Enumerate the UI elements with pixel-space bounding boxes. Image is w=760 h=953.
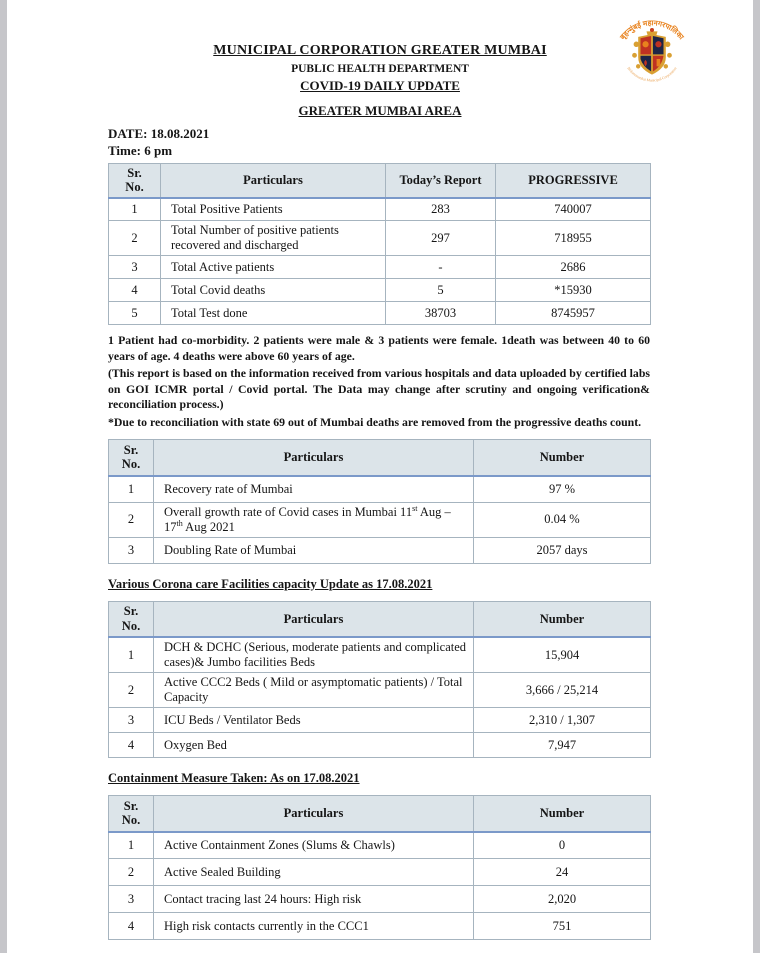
right-gutter [753,0,760,953]
table-header-row [109,163,651,197]
table-row [109,708,651,733]
particulars-text-fragment: Aug 2021 [182,519,235,534]
column-header-particulars: Particulars [154,601,474,637]
number-cell: 7,947 [474,733,651,758]
number-cell: 2,310 / 1,307 [474,708,651,733]
column-header-progressive: PROGRESSIVE [496,163,651,197]
sr-header-line2: No. [121,618,141,633]
table-row [109,221,651,256]
particulars-cell: Recovery rate of Mumbai [154,476,474,502]
table-header-row [109,796,651,832]
area-title: GREATER MUMBAI AREA [298,103,462,119]
column-header-number: Number [474,796,651,832]
column-header-number: Number [474,439,651,476]
department-title: PUBLIC HEALTH DEPARTMENT [291,62,469,75]
table-row [109,913,651,940]
table-row [109,302,651,325]
table-row [109,886,651,913]
sr-cell: 4 [109,279,161,302]
column-header-sr [109,163,161,197]
superscript-st: st [412,503,418,513]
footnote-reconciliation: *Due to reconciliation with state 69 out of Mumbai deaths are removed from the progressive deaths count. [108,414,642,429]
report-date: DATE: 18.08.2021 [108,126,210,142]
facilities-section-heading: Various Corona care Facilities capacity Update as 17.08.2021 [108,576,433,591]
containment-section-heading: Containment Measure Taken: As on 17.08.2021 [108,771,360,785]
column-header-particulars: Particulars [154,796,474,832]
table-header-row [109,601,651,637]
containment-table [108,795,651,940]
particulars-cell: Total Number of positive patients recovered and discharged [161,221,386,256]
particulars-cell: Active Containment Zones (Slums & Chawls) [154,832,474,859]
particulars-cell: Active CCC2 Beds ( Mild or asymptomatic patients) / Total Capacity [154,673,474,708]
particulars-text-fragment: Aug – 17 [164,504,451,534]
table-row [109,198,651,221]
sr-cell: 1 [109,637,154,673]
progressive-cell: 740007 [496,198,651,221]
facilities-table [108,601,651,759]
progressive-cell: 718955 [496,221,651,256]
number-cell: 3,666 / 25,214 [474,673,651,708]
sr-header-line1: Sr. [127,165,142,180]
sr-cell: 4 [109,913,154,940]
table-row [109,256,651,279]
number-cell: 2,020 [474,886,651,913]
sr-cell: 2 [109,859,154,886]
table-row [109,859,651,886]
particulars-cell: Total Covid deaths [161,279,386,302]
sr-cell: 3 [109,537,154,563]
table-row [109,502,651,537]
number-cell: 97 % [474,476,651,502]
sr-cell: 1 [109,198,161,221]
column-header-sr [109,439,154,476]
left-gutter [0,0,7,953]
sr-header-line1: Sr. [123,604,139,619]
sr-cell: 1 [109,832,154,859]
report-title: COVID-19 DAILY UPDATE [300,77,460,93]
org-title: MUNICIPAL CORPORATION GREATER MUMBAI [213,43,547,58]
today-cell: - [386,256,496,279]
column-header-particulars: Particulars [154,439,474,476]
number-cell: 2057 days [474,537,651,563]
footnote-comorbidity: 1 Patient had co-morbidity. 2 patients were male & 3 patients were female. 1death was between 40 to 60 years of age. 4 deaths were above 60 years of age. [108,333,650,363]
table-row [109,673,651,708]
today-cell: 5 [386,279,496,302]
sr-cell: 2 [109,502,154,537]
column-header-number: Number [474,601,651,637]
today-cell: 297 [386,221,496,256]
today-cell: 38703 [386,302,496,325]
column-header-particulars: Particulars [161,163,386,197]
column-header-sr [109,796,154,832]
number-cell: 24 [474,859,651,886]
number-cell: 15,904 [474,637,651,673]
particulars-cell: Total Active patients [161,256,386,279]
footnote-source: (This report is based on the information received from various hospitals and data uploaded by certified labs on GOI ICMR portal / Covid portal. The Data may change after scrutiny and ongoing verification& reconciliation process.) [108,366,650,412]
sr-header-line1: Sr. [123,798,139,813]
sr-cell: 2 [109,221,161,256]
particulars-cell: ICU Beds / Ventilator Beds [154,708,474,733]
superscript-th: th [176,518,183,528]
table-row [109,476,651,502]
particulars-cell: DCH & DCHC (Serious, moderate patients and complicated cases)& Jumbo facilities Beds [154,637,474,673]
number-cell: 751 [474,913,651,940]
particulars-cell: Total Positive Patients [161,198,386,221]
sr-cell: 3 [109,708,154,733]
sr-cell: 4 [109,733,154,758]
report-time: Time: 6 pm [108,142,173,158]
sr-header-line1: Sr. [123,442,139,457]
sr-cell: 2 [109,673,154,708]
rates-table [108,439,651,564]
document-header [108,42,652,119]
sr-header-line2: No. [121,457,141,472]
table-row [109,832,651,859]
particulars-cell: Contact tracing last 24 hours: High risk [154,886,474,913]
particulars-cell: Active Sealed Building [154,859,474,886]
particulars-text-fragment: Overall growth rate of Covid cases in Mumbai 11 [164,504,413,519]
logo-ring-text-bottom: Brihanmumbai Municipal Corporation [626,66,678,83]
sr-header-line2: No. [121,813,141,828]
progressive-cell: 2686 [496,256,651,279]
sr-cell: 1 [109,476,154,502]
sr-cell: 5 [109,302,161,325]
progressive-cell: *15930 [496,279,651,302]
number-cell: 0 [474,832,651,859]
particulars-cell: Oxygen Bed [154,733,474,758]
logo-ring-text-top: बृहन्मुंबई महानगरपालिका [617,18,686,42]
sr-cell: 3 [109,886,154,913]
table-row [109,733,651,758]
column-header-sr [109,601,154,637]
table-row [109,537,651,563]
table-header-row [109,439,651,476]
today-cell: 283 [386,198,496,221]
table-row [109,279,651,302]
table-row [109,637,651,673]
sr-cell: 3 [109,256,161,279]
particulars-cell [154,502,474,537]
number-cell: 0.04 % [474,502,651,537]
daily-update-table [108,163,651,325]
progressive-cell: 8745957 [496,302,651,325]
particulars-cell: High risk contacts currently in the CCC1 [154,913,474,940]
sr-header-line2: No. [125,180,144,195]
document-body [108,0,652,940]
footnotes [108,333,650,430]
particulars-cell: Doubling Rate of Mumbai [154,537,474,563]
particulars-cell: Total Test done [161,302,386,325]
column-header-today: Today’s Report [386,163,496,197]
